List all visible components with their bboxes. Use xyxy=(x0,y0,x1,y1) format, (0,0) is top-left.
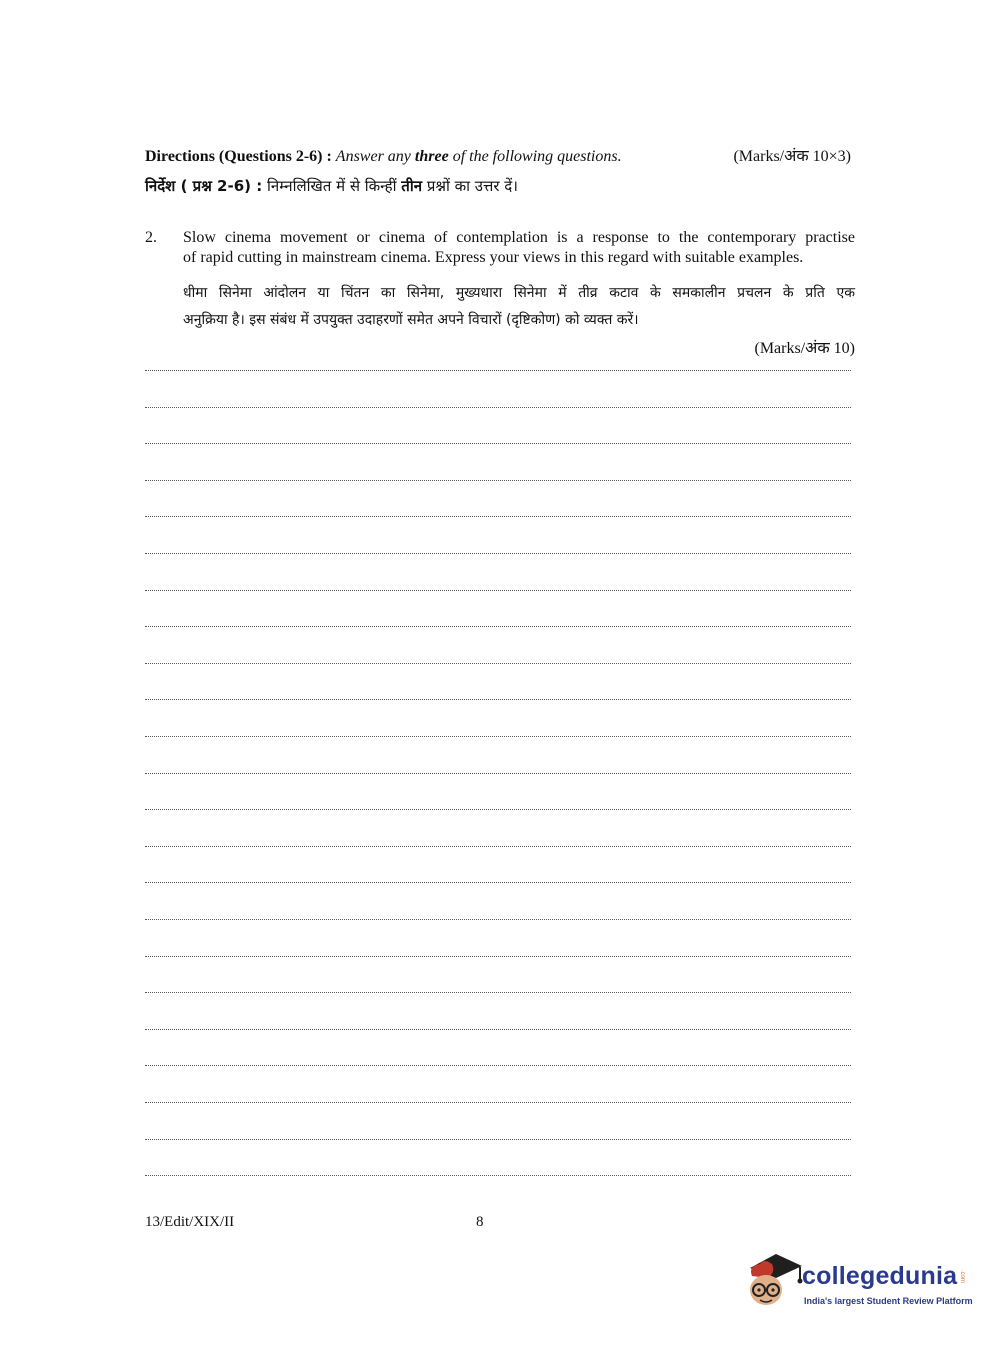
question-hi-line-2: अनुक्रिया है। इस संबंध में उपयुक्त उदाहरणों समेत अपने विचारों (दृष्टिकोण) को व्यक्त करें। xyxy=(183,312,639,328)
logo-name: collegedunia xyxy=(802,1262,958,1290)
answer-line xyxy=(145,990,851,993)
answer-line xyxy=(145,478,851,481)
answer-line xyxy=(145,954,851,957)
answer-line xyxy=(145,551,851,554)
answer-line xyxy=(145,771,851,774)
answer-line xyxy=(145,734,851,737)
answer-line xyxy=(145,661,851,664)
question-text-hindi xyxy=(183,280,855,334)
question-number: 2. xyxy=(145,229,157,246)
answer-line xyxy=(145,405,851,408)
question-marks: (Marks/अंक 10) xyxy=(754,340,855,357)
directions-hindi xyxy=(145,175,855,197)
collegedunia-logo xyxy=(742,1250,972,1320)
directions-marks: (Marks/अंक 10×3) xyxy=(733,148,851,165)
page-number: 8 xyxy=(476,1214,484,1230)
directions-hindi-bold: तीन xyxy=(401,177,423,195)
directions-hindi-text-1: निम्नलिखित में से किन्हीं xyxy=(267,177,397,195)
question-hi-line-1: धीमा सिनेमा आंदोलन या चिंतन का सिनेमा, मुख्यधारा सिनेमा में तीव्र कटाव के समकालीन प्रचलन के प्रति एक xyxy=(183,285,855,301)
answer-line xyxy=(145,1027,851,1030)
directions-label-hindi: निर्देश ( प्रश्न 2-6) : xyxy=(145,177,263,195)
directions-text-bold: three xyxy=(414,148,449,165)
paper-code: 13/Edit/XIX/II xyxy=(145,1214,235,1230)
answer-line xyxy=(145,697,851,700)
answer-line xyxy=(145,844,851,847)
answer-line xyxy=(145,1063,851,1066)
answer-line xyxy=(145,514,851,517)
directions-text-2: of the following questions. xyxy=(452,148,622,165)
directions-label: Directions (Questions 2-6) : xyxy=(145,148,332,165)
answer-line xyxy=(145,917,851,920)
answer-line xyxy=(145,1137,851,1140)
answer-line xyxy=(145,807,851,810)
question-text-english xyxy=(183,228,855,268)
answer-line xyxy=(145,1100,851,1103)
question-en-line-2: of rapid cutting in mainstream cinema. Express your views in this regard with suitable examples. xyxy=(183,249,804,266)
logo-domain-suffix: .com xyxy=(959,1270,965,1284)
question-en-line-1: Slow cinema movement or cinema of contemplation is a response to the contemporary practise xyxy=(183,229,855,246)
answer-line xyxy=(145,441,851,444)
answer-line xyxy=(145,368,851,371)
answer-line xyxy=(145,624,851,627)
mascot-icon xyxy=(742,1250,804,1314)
directions-text-1: Answer any xyxy=(335,148,411,165)
answer-line xyxy=(145,880,851,883)
directions-hindi-text-2: प्रश्नों का उत्तर दें। xyxy=(426,177,518,195)
answer-line xyxy=(145,1173,851,1176)
logo-tagline: India's largest Student Review Platform xyxy=(804,1296,973,1306)
answer-line xyxy=(145,588,851,591)
